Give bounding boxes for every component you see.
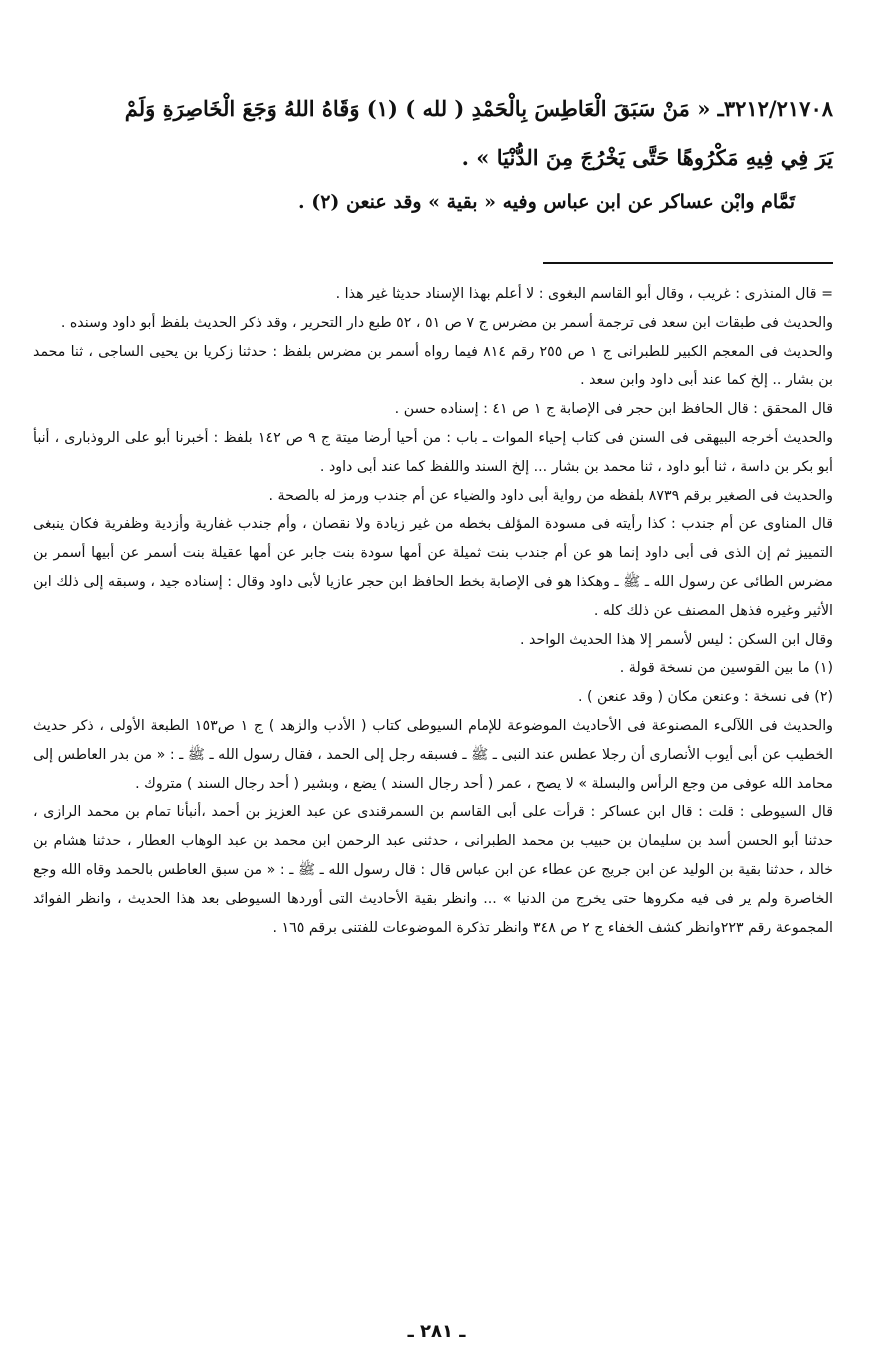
note-paragraph: والحديث فى طبقات ابن سعد فى ترجمة أسمر بن مضرس ج ٧ ص ٥١ ، ٥٢ طبع دار التحرير ، وقد ذكر الحديث بلفظ أبو داود وسنده . <box>60 314 833 331</box>
note-paragraph: والحديث فى المعجم الكبير للطبرانى ج ١ ص ٢٥٥ رقم ٨١٤ فيما رواه أسمر بن مضرس بلفظ : حدثنا زكريا بن يحيى الساجى ، ثنا محمد بن بشار .. إلخ كما عند أبى داود وابن سعد . <box>33 343 833 389</box>
note-paragraph: قال المحقق : قال الحافظ ابن حجر فى الإصابة ج ١ ص ٤١ : إسناده حسن . <box>394 401 833 418</box>
note-paragraph: والحديث فى اللآلىء المصنوعة فى الأحاديث الموضوعة للإمام السيوطى كتاب ( الأدب والزهد ) ج ١ ص١٥٣ الطبعة الأولى ، ذكر حديث الخطيب عن أبى أيوب الأنصارى أن رجلا عطس عند النبى ـ ﷺ ـ فسبقه رجل إلى الحمد ، فقال رسول الله ـ ﷺ ـ : « من بدر العاطس إلى محامد الله عوفى من وجع الرأس والبسلة » لا يصح ، عمر ( أحد رجال السند ) يضع ، وبشير ( أحد رجال السند ) متروك . <box>33 717 833 792</box>
note-paragraph: وقال ابن السكن : ليس لأسمر إلا هذا الحديث الواحد . <box>519 631 833 648</box>
hadith-text-line-1: ٣٢١٢/٢١٧٠٨ـ « مَنْ سَبَقَ الْعَاطِسَ بِالْحَمْدِ ( لله ) (١) وَقَاهُ اللهُ وَجَعَ الْخَاصِرَةِ وَلَمْ <box>124 96 833 121</box>
note-paragraph: = قال المنذرى : غريب ، وقال أبو القاسم البغوى : لا أعلم بهذا الإسناد حديثا غير هذا . <box>335 286 833 302</box>
hadith-text-line-2: يَرَ فِي فِيهِ مَكْرُوهًا حَتَّى يَخْرُجَ مِنَ الدُّنْيَا » . <box>461 145 833 170</box>
footnotes <box>33 280 833 942</box>
hadith-block <box>33 84 833 222</box>
note-paragraph: والحديث أخرجه البيهقى فى السنن فى كتاب إحياء الموات ـ باب : من أحيا أرضا ميتة ج ٩ ص ١٤٢ بلفظ : أخبرنا أبو على الروذبارى ، أنبأ أبو بكر بن داسة ، ثنا أبو داود ، ثنا محمد بن بشار ... إلخ السند واللفظ كما عند أبى داود . <box>33 429 833 475</box>
page-number: ـ ٢٨١ ـ <box>407 1321 466 1342</box>
footnote-divider <box>543 262 833 264</box>
footnote-1: (١) ما بين القوسين من نسخة قولة . <box>619 660 833 677</box>
note-paragraph: قال المناوى عن أم جندب : كذا رأيته فى مسودة المؤلف بخطه من غير زيادة ولا نقصان ، وأم جندب غفارية وأزدية وظفرية فكان ينبغى التمييز ثم إن الذى فى أبى داود إنما هو عن أم جندب بنت ثميلة عن أمها سودة بنت جابر عن أمها عقيلة بنت أسمر عن أبيها أسمر بن مضرس الطائى عن رسول الله ـ ﷺ ـ وهكذا هو فى الإصابة بخط الحافظ ابن حجر عازيا لأبى داود وقال : إسناده جيد ، وسبقه إلى ذلك ابن الأثير وغيره فذهل المصنف عن ذلك كله . <box>33 516 833 619</box>
note-paragraph: والحديث فى الصغير برقم ٨٧٣٩ بلفظه من رواية أبى داود والضياء عن أم جندب ورمز له بالصحة . <box>268 487 833 504</box>
hadith-source: تَمَّام وابْن عساكر عن ابن عباس وفيه « بقية » وقد عنعن (٢) . <box>297 191 795 213</box>
note-paragraph: قال السيوطى : قلت : قال ابن عساكر : قرأت على أبى القاسم بن السمرقندى عن عبد العزيز بن أحمد ،أنبأنا تمام بن محمد الرازى ، حدثنا أبو الحسن أسد بن سليمان بن حبيب بن محمد الطبرانى ، حدثنى عبد الرحمن ابن محمد بن عبد الوهاب العطار ، حدثنا هشام بن خالد ، حدثنا بقية بن الوليد عن ابن جريج عن عطاء عن ابن عباس قال : قال رسول الله ـ ﷺ ـ : « من سبق العاطس بالحمد وقاه الله وجع الخاصرة ولم ير فى فيه مكروها حتى يخرج من الدنيا » ... وانظر بقية الأحاديث التى أوردها السيوطى بعد هذا الحديث ، وانظر الفوائد المجموعة رقم ٢٢٣وانظر كشف الخفاء ج ٢ ص ٣٤٨ وانظر تذكرة الموضوعات للفتنى برقم ١٦٥ . <box>33 804 833 936</box>
footnote-2: (٢) فى نسخة : وعنعن مكان ( وقد عنعن ) . <box>577 689 833 706</box>
